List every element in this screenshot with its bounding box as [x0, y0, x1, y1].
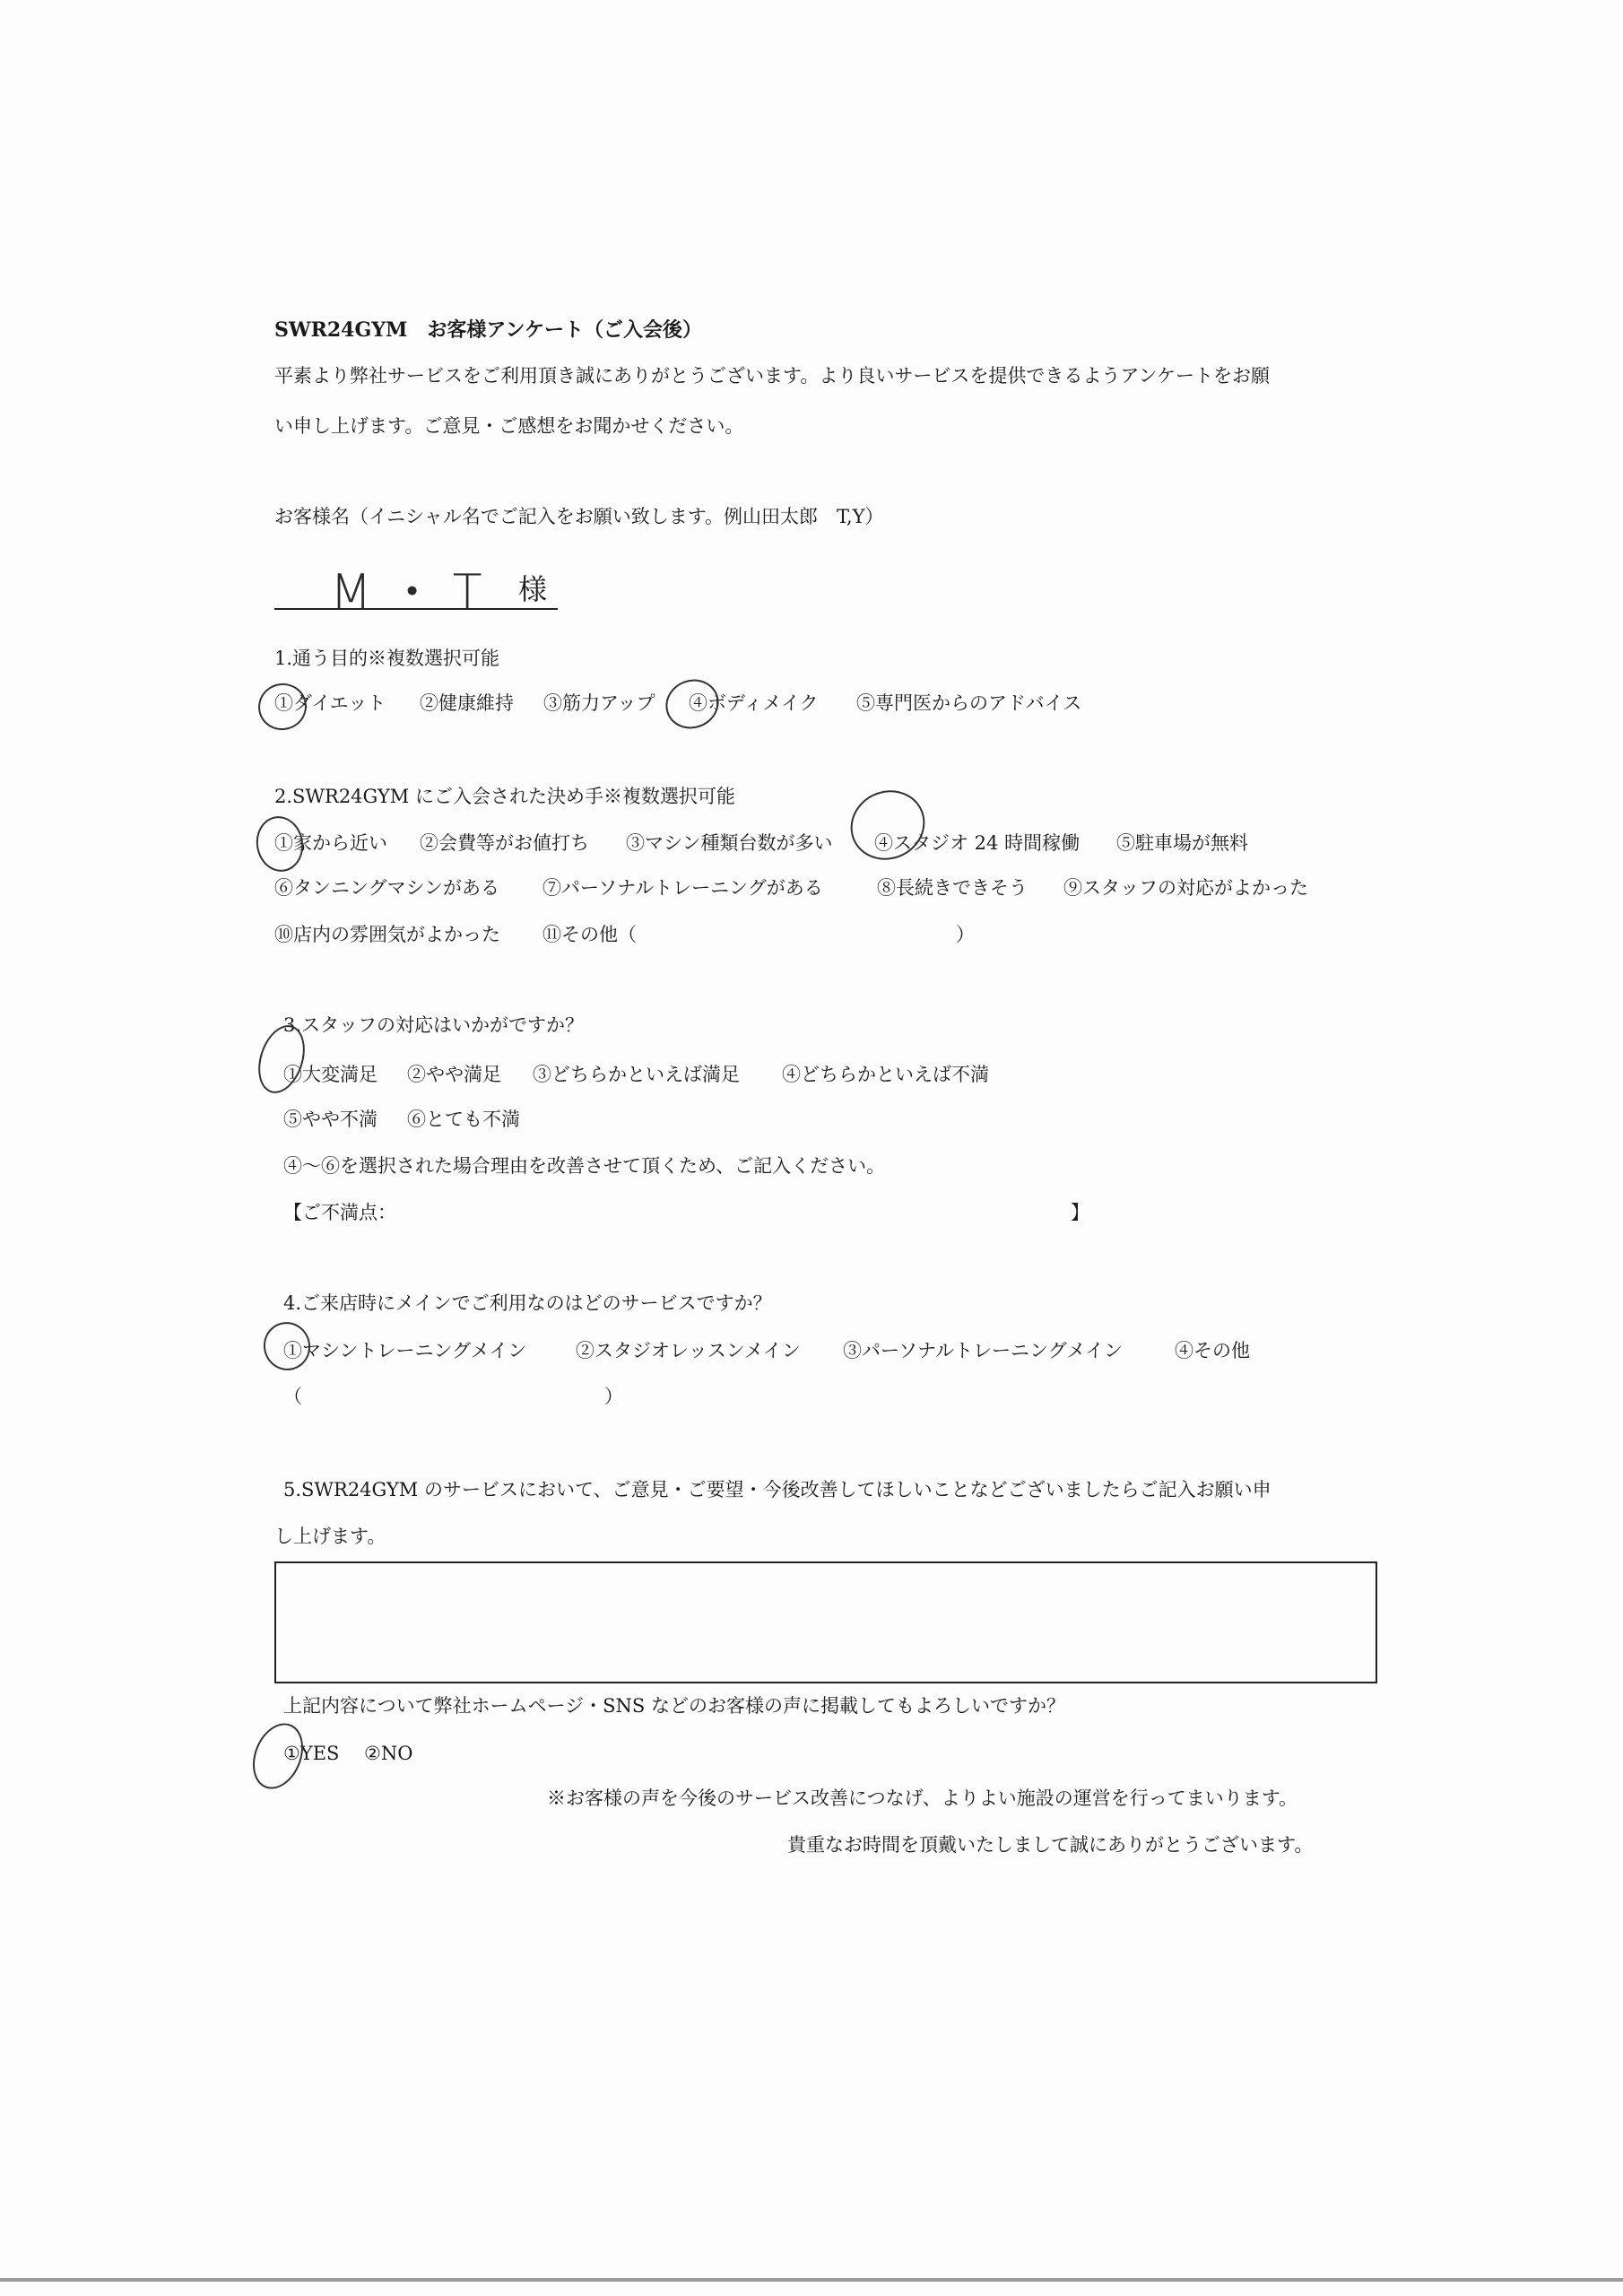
- q1-option-4-selection-mark: [658, 672, 726, 737]
- q1-option-3[interactable]: ③筋力アップ: [543, 692, 655, 714]
- q3-option-2[interactable]: ②やや満足: [407, 1064, 501, 1085]
- q4-option-1-selection-mark: [258, 1317, 317, 1376]
- footer-line-1: ※お客様の声を今後のサービス改善につなげ、よりよい施設の運営を行ってまいります。: [547, 1787, 1298, 1809]
- q2-option-9[interactable]: ⑨スタッフの対応がよかった: [1063, 877, 1308, 899]
- q3-complaint-input[interactable]: [405, 1193, 1060, 1229]
- intro-line-1: 平素より弊社サービスをご利用頂き誠にありがとうございます。より良いサービスを提供できるようアンケートをお願: [274, 365, 1271, 387]
- q3-question: 3.スタッフの対応はいかがですか？: [283, 1014, 585, 1036]
- q2-option-6[interactable]: ⑥タンニングマシンがある: [274, 877, 500, 899]
- q4-option-2[interactable]: ②スタジオレッスンメイン: [576, 1340, 801, 1361]
- q2-option-2[interactable]: ②会費等がお値打ち: [420, 832, 589, 854]
- q2-option-8[interactable]: ⑧長続きできそう: [877, 877, 1028, 899]
- scan-bottom-edge: [0, 2278, 1623, 2282]
- q2-option-11[interactable]: ⑪その他（: [542, 924, 637, 945]
- q4-other-open-paren: （: [283, 1386, 302, 1407]
- q1-option-1[interactable]: ①ダイエット: [274, 692, 386, 714]
- q5-question-line-2: し上げます。: [274, 1526, 386, 1547]
- q1-option-1-selection-mark: [254, 678, 312, 735]
- q2-question: 2.SWR24GYM にご入会された決め手※複数選択可能: [274, 786, 735, 807]
- q5-comment-box[interactable]: [274, 1561, 1377, 1683]
- intro-line-2: い申し上げます。ご意見・ご感想をお聞かせください。: [274, 415, 744, 437]
- q3-complaint-close-bracket: 】: [1071, 1202, 1089, 1223]
- consent-yes-selection-mark: [244, 1716, 313, 1796]
- q2-option-7[interactable]: ⑦パーソナルトレーニングがある: [542, 877, 823, 899]
- q2-option-4[interactable]: ④スタジオ 24 時間稼働: [874, 832, 1081, 854]
- q2-option-1[interactable]: ①家から近い: [274, 832, 387, 854]
- q3-option-4[interactable]: ④どちらかといえば不満: [782, 1064, 989, 1085]
- q2-option-10[interactable]: ⑩店内の雰囲気がよかった: [274, 924, 500, 945]
- survey-title: SWR24GYM お客様アンケート（ご入会後）: [274, 318, 703, 342]
- q3-complaint-label: 【ご不満点：: [283, 1202, 396, 1223]
- q2-option-3[interactable]: ③マシン種類台数が多い: [626, 832, 833, 854]
- name-value[interactable]: M・T: [330, 564, 499, 621]
- consent-question: 上記内容について弊社ホームページ・SNS などのお客様の声に掲載してもよろしいですか？: [283, 1695, 1065, 1717]
- footer-line-2: 貴重なお時間を頂戴いたしまして誠にありがとうございます。: [787, 1834, 1314, 1856]
- q4-option-4[interactable]: ④その他: [1175, 1340, 1250, 1361]
- consent-option-no[interactable]: ②NO: [364, 1743, 413, 1764]
- q4-other-input[interactable]: [305, 1378, 601, 1410]
- q2-other-close-paren: ）: [956, 924, 975, 945]
- q3-option-3[interactable]: ③どちらかといえば満足: [533, 1064, 740, 1085]
- q3-note: ④～⑥を選択された場合理由を改善させて頂くため、ご記入ください。: [283, 1155, 886, 1177]
- q3-option-6[interactable]: ⑥とても不満: [407, 1109, 520, 1130]
- q4-option-1[interactable]: ①マシントレーニングメイン: [283, 1340, 527, 1361]
- q4-option-3[interactable]: ③パーソナルトレーニングメイン: [843, 1340, 1124, 1361]
- q5-question-line-1: 5.SWR24GYM のサービスにおいて、ご意見・ご要望・今後改善してほしいことなどございましたらご記入お願い申: [283, 1479, 1271, 1500]
- q2-option-4-selection-mark: [839, 778, 936, 872]
- q2-option-5[interactable]: ⑤駐車場が無料: [1116, 832, 1248, 854]
- consent-option-yes[interactable]: ①YES: [283, 1743, 340, 1764]
- name-label: お客様名（イニシャル名でご記入をお願い致します。例山田太郎 T,Y）: [274, 506, 884, 527]
- q3-option-5[interactable]: ⑤やや不満: [283, 1109, 378, 1130]
- q4-question: 4.ご来店時にメインでご利用なのはどのサービスですか？: [283, 1292, 772, 1314]
- q4-other-close-paren: ）: [604, 1386, 623, 1407]
- q3-option-1[interactable]: ①大変満足: [283, 1064, 378, 1085]
- q1-option-4[interactable]: ④ボディメイク: [689, 692, 819, 714]
- name-suffix: 様: [518, 572, 548, 606]
- q2-option-1-selection-mark: [252, 813, 308, 875]
- name-underline: [274, 608, 558, 610]
- q1-option-2[interactable]: ②健康維持: [420, 692, 514, 714]
- q1-option-5[interactable]: ⑤専門医からのアドバイス: [856, 692, 1082, 714]
- q1-question: 1.通う目的※複数選択可能: [274, 648, 500, 669]
